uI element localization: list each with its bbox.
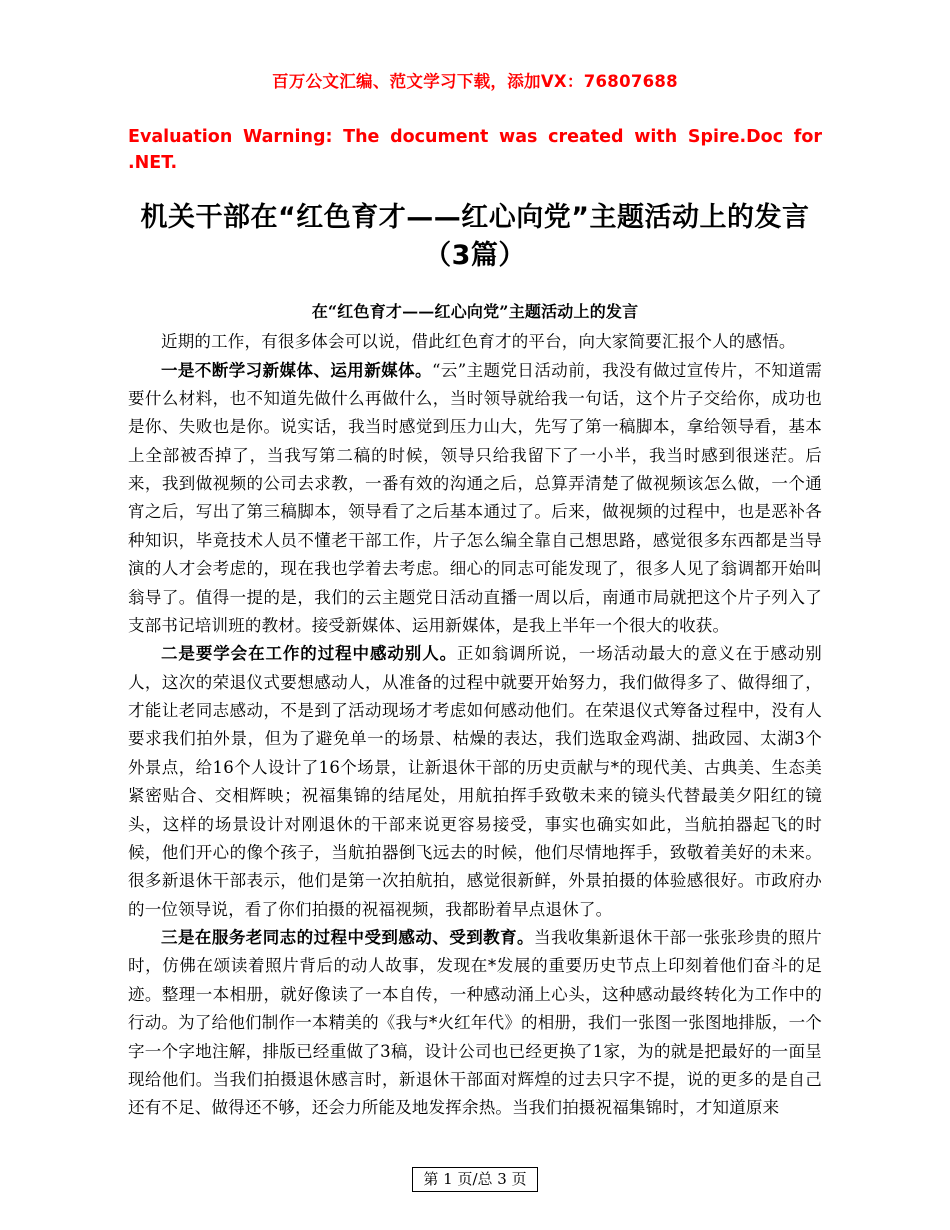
paragraph-1-text: “云”主题党日活动前，我没有做过宣传片，不知道需要什么材料，也不知道先做什么再做什么，当时领导就给我一句话，这个片子交给你，成功也是你、失败也是你。说实话，我当时感觉到压力山大，先写了第一稿脚本，拿给领导看，基本上全部被否掉了，当我写第二稿的时候，领导只给我留下了一小半，我当时感到很迷茫。后来，我到做视频的公司去求教，一番有效的沟通之后，总算弄清楚了做视频该怎么做，一个通宵之后，写出了第三稿脚本，领导看了之后基本通过了。后来，做视频的过程中，也是恶补各种知识，毕竟技术人员不懂老干部工作，片子怎么编全靠自己想思路，感觉很多东西都是当导演的人才会考虑的，现在我也学着去考虑。细心的同志可能发现了，很多人见了翁调都开始叫翁导了。值得一提的是，我们的云主题党日活动直播一周以后，南通市局就把这个片子列入了支部书记培训班的教材。接受新媒体、运用新媒体，是我上半年一个很大的收获。 <box>128 360 823 635</box>
paragraph-3-text: 当我收集新退休干部一张张珍贵的照片时，仿佛在颂读着照片背后的动人故事，发现在*发展的重要历史节点上印刻着他们奋斗的足迹。整理一本相册，就好像读了一本自传，一种感动涌上心头，这种感动最终转化为工作中的行动。为了给他们制作一本精美的《我与*火红年代》的相册，我们一张图一张图地排版，一个字一个字地注解，排版已经重做了3稿，设计公司也已经更换了1家，为的就是把最好的一面呈现给他们。当我们拍摄退休感言时，新退休干部面对辉煌的过去只字不提，说的更多的是自己还有不足、做得还不够，还会力所能及地发挥余热。当我们拍摄祝福集锦时，才知道原来 <box>128 928 822 1118</box>
page-title: 机关干部在“红色育才——红心向党”主题活动上的发言（3篇） <box>140 201 810 271</box>
paragraph-3 <box>128 924 822 1123</box>
paragraph-0 <box>128 328 822 356</box>
paragraph-1 <box>128 357 822 641</box>
page-number: 第 1 页/总 3 页 <box>412 1167 537 1192</box>
paragraph-2 <box>128 640 822 924</box>
page-footer <box>0 1167 950 1192</box>
paragraph-2-lead: 二是要学会在工作的过程中感动别人。 <box>161 644 458 664</box>
paragraph-2-text: 正如翁调所说，一场活动最大的意义在于感动别人，这次的荣退仪式要想感动人，从准备的过程中就要开始努力，我们做得多了、做得细了，才能让老同志感动，不是到了活动现场才考虑如何感动他们。在荣退仪式筹备过程中，没有人要求我们拍外景，但为了避免单一的场景、枯燥的表达，我们选取金鸡湖、拙政园、太湖3个外景点，给16个人设计了16个场景，让新退休干部的历史贡献与*的现代美、古典美、生态美紧密贴合、交相辉映；祝福集锦的结尾处，用航拍挥手致敬未来的镜头代替最美夕阳红的镜头，这样的场景设计对刚退休的干部来说更容易接受，事实也确实如此，当航拍器起飞的时候，他们开心的像个孩子，当航拍器倒飞远去的时候，他们尽情地挥手，致敬着美好的未来。很多新退休干部表示，他们是第一次拍航拍，感觉很新鲜，外景拍摄的体验感很好。市政府办的一位领导说，看了你们拍摄的祝福视频，我都盼着早点退休了。 <box>128 644 822 919</box>
watermark-text: 百万公文汇编、范文学习下载，添加VX：76807688 <box>272 72 678 91</box>
paragraph-0-text: 近期的工作，有很多体会可以说，借此红色育才的平台，向大家简要汇报个人的感悟。 <box>161 332 796 352</box>
evaluation-warning: Evaluation Warning: The document was created with Spire.Doc for .NET. <box>128 127 822 174</box>
paragraph-3-lead: 三是在服务老同志的过程中受到感动、受到教育。 <box>161 928 535 948</box>
paragraph-1-lead: 一是不断学习新媒体、运用新媒体。 <box>161 360 432 380</box>
document-subtitle: 在“红色育才——红心向党”主题活动上的发言 <box>311 302 639 322</box>
